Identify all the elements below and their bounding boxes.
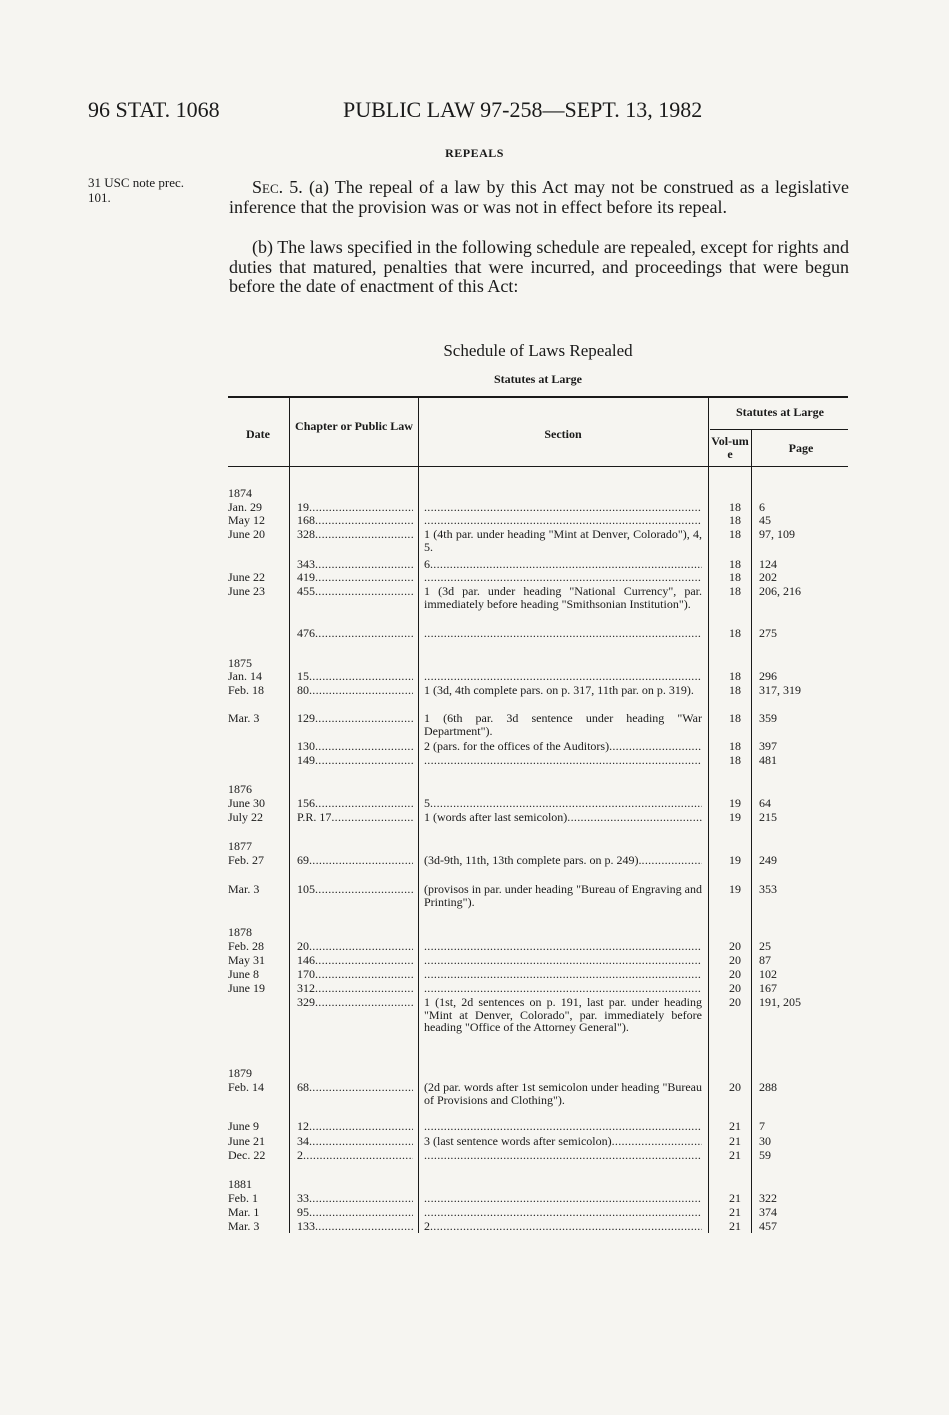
section-cell	[424, 754, 702, 767]
table-row	[0, 811, 949, 824]
date-cell: June 9	[228, 1119, 259, 1133]
page-cell: 124	[759, 557, 777, 571]
section-cell: (provisos in par. under heading "Bureau of Engraving and Printing").	[424, 882, 702, 909]
section-cell	[424, 501, 702, 514]
section-cell	[424, 1120, 702, 1133]
table-row	[0, 527, 949, 554]
table-row	[0, 882, 949, 909]
page-cell: 249	[759, 853, 777, 867]
table-row	[0, 940, 949, 953]
date-cell: Feb. 28	[228, 939, 264, 953]
date-cell: Dec. 22	[228, 1148, 266, 1162]
page-cell: 322	[759, 1191, 777, 1205]
chapter-cell: 343 .....	[297, 558, 413, 571]
date-cell: June 30	[228, 796, 265, 810]
year-heading-row	[0, 487, 949, 500]
column-header-date: Date	[246, 427, 270, 441]
volume-cell: 19	[729, 882, 741, 896]
chapter-cell: 146 .....	[297, 954, 413, 967]
page-cell: 191, 205	[759, 995, 801, 1009]
chapter-cell: 328 .....	[297, 528, 413, 541]
column-header-volume: Vol-ume	[711, 434, 749, 461]
volume-cell: 20	[729, 967, 741, 981]
table-row	[0, 711, 949, 738]
year-heading-row	[0, 926, 949, 939]
page-title: PUBLIC LAW 97-258—SEPT. 13, 1982	[343, 97, 703, 122]
table-row	[0, 797, 949, 810]
stat-group-rule	[710, 429, 848, 430]
volume-cell: 18	[729, 711, 741, 725]
date-cell: June 23	[228, 584, 265, 598]
page-cell: 45	[759, 513, 771, 527]
volume-cell: 20	[729, 995, 741, 1009]
table-row	[0, 1149, 949, 1162]
chapter-cell: 80 .....	[297, 684, 413, 697]
chapter-cell: 129 .....	[297, 712, 413, 725]
date-cell: Feb. 18	[228, 683, 264, 697]
chapter-cell: 149 .....	[297, 754, 413, 767]
volume-cell: 18	[729, 753, 741, 767]
volume-cell: 19	[729, 810, 741, 824]
page-cell: 275	[759, 626, 777, 640]
volume-cell: 20	[729, 981, 741, 995]
chapter-cell: 133 .....	[297, 1220, 413, 1233]
year-heading-row	[0, 783, 949, 796]
date-cell: Feb. 1	[228, 1191, 258, 1205]
year-label: 1879	[228, 1066, 252, 1080]
volume-cell: 21	[729, 1191, 741, 1205]
table-row	[0, 1220, 949, 1233]
volume-cell: 18	[729, 739, 741, 753]
page-cell: 97, 109	[759, 527, 795, 541]
table-row	[0, 954, 949, 967]
date-cell: Mar. 3	[228, 882, 260, 896]
chapter-cell: 168 .....	[297, 514, 413, 527]
volume-cell: 18	[729, 584, 741, 598]
year-heading-row	[0, 657, 949, 670]
table-row	[0, 627, 949, 640]
column-divider-volume	[751, 430, 752, 1233]
section-cell	[424, 968, 702, 981]
volume-cell: 18	[729, 527, 741, 541]
page-cell: 7	[759, 1119, 765, 1133]
page-cell: 215	[759, 810, 777, 824]
volume-cell: 18	[729, 570, 741, 584]
volume-cell: 21	[729, 1148, 741, 1162]
chapter-cell: 170 .....	[297, 968, 413, 981]
year-label: 1881	[228, 1177, 252, 1191]
column-header-chapter: Chapter or Public Law	[295, 419, 413, 433]
volume-cell: 18	[729, 683, 741, 697]
page-cell: 87	[759, 953, 771, 967]
chapter-cell: 68 .....	[297, 1081, 413, 1094]
chapter-cell: 34 .....	[297, 1135, 413, 1148]
section-cell: 5 .....	[424, 797, 702, 810]
volume-cell: 19	[729, 796, 741, 810]
page-cell: 64	[759, 796, 771, 810]
section-heading: REPEALS	[445, 146, 504, 160]
date-cell: June 21	[228, 1134, 265, 1148]
date-cell: Mar. 3	[228, 711, 260, 725]
paragraph-a	[229, 178, 849, 217]
section-cell: 1 (3d par. under heading "National Currency", par. immediately before heading "Smithsonian Institution").	[424, 584, 702, 611]
year-label: 1875	[228, 656, 252, 670]
chapter-cell: 19 .....	[297, 501, 413, 514]
chapter-cell: 329 .....	[297, 996, 413, 1009]
table-row	[0, 1135, 949, 1148]
table-row	[0, 740, 949, 753]
section-cell: 1 (words after last semicolon) .....	[424, 811, 702, 824]
table-row	[0, 514, 949, 527]
table-row	[0, 1206, 949, 1219]
volume-cell: 18	[729, 513, 741, 527]
chapter-cell: 105 .....	[297, 883, 413, 896]
section-cell	[424, 1192, 702, 1205]
volume-cell: 21	[729, 1134, 741, 1148]
page-cell: 359	[759, 711, 777, 725]
column-header-section: Section	[544, 427, 582, 441]
date-cell: May 31	[228, 953, 265, 967]
table-row	[0, 684, 949, 697]
volume-cell: 20	[729, 1080, 741, 1094]
section-cell: (3d-9th, 11th, 13th complete pars. on p. 249). .....	[424, 854, 702, 867]
table-row	[0, 995, 949, 1034]
section-cell: 1 (4th par. under heading "Mint at Denver, Colorado"), 4, 5.	[424, 527, 702, 554]
year-heading-row	[0, 840, 949, 853]
section-cell	[424, 940, 702, 953]
chapter-cell: 312 .....	[297, 982, 413, 995]
page-cell: 167	[759, 981, 777, 995]
paragraph-a-text: (a) The repeal of a law by this Act may not be construed as a legislative inference that the provision was or was not in effect before its repeal.	[229, 177, 849, 217]
section-cell	[424, 571, 702, 584]
table-row	[0, 501, 949, 514]
section-cell: 1 (6th par. 3d sentence under heading "War Department").	[424, 711, 702, 738]
date-cell: Mar. 3	[228, 1219, 260, 1233]
section-cell	[424, 670, 702, 683]
table-row	[0, 982, 949, 995]
date-cell: June 8	[228, 967, 259, 981]
table-row	[0, 1120, 949, 1133]
chapter-cell: 2 .....	[297, 1149, 413, 1162]
section-cell	[424, 982, 702, 995]
chapter-cell: P.R. 17 .....	[297, 811, 413, 824]
table-row	[0, 754, 949, 767]
volume-cell: 21	[729, 1205, 741, 1219]
schedule-title: Schedule of Laws Repealed	[443, 341, 633, 360]
section-cell	[424, 1149, 702, 1162]
volume-cell: 18	[729, 626, 741, 640]
page-cell: 481	[759, 753, 777, 767]
page-cell: 457	[759, 1219, 777, 1233]
column-header-page: Page	[788, 441, 814, 455]
date-cell: Jan. 14	[228, 669, 262, 683]
table-row	[0, 968, 949, 981]
margin-note: 31 USC note prec. 101.	[88, 175, 185, 205]
table-row	[0, 558, 949, 571]
year-heading-row	[0, 1067, 949, 1080]
chapter-cell: 20 .....	[297, 940, 413, 953]
chapter-cell: 69 .....	[297, 854, 413, 867]
section-cell: 3 (last sentence words after semicolon) .....	[424, 1135, 702, 1148]
section-cell	[424, 627, 702, 640]
volume-cell: 21	[729, 1119, 741, 1133]
table-row	[0, 584, 949, 611]
section-cell: 6 .....	[424, 558, 702, 571]
page-cell: 30	[759, 1134, 771, 1148]
date-cell: Feb. 14	[228, 1080, 264, 1094]
table-row	[0, 1080, 949, 1107]
page-cell: 288	[759, 1080, 777, 1094]
page-cell: 374	[759, 1205, 777, 1219]
volume-cell: 20	[729, 939, 741, 953]
page-cell: 59	[759, 1148, 771, 1162]
volume-cell: 18	[729, 557, 741, 571]
section-cell	[424, 514, 702, 527]
date-cell: Mar. 1	[228, 1205, 260, 1219]
page-cell: 25	[759, 939, 771, 953]
section-cell	[424, 1206, 702, 1219]
paragraph-b: (b) The laws specified in the following schedule are repealed, except for rights and duties that matured, penalties that were incurred, and proceedings that were begun before the date of enactment of this Act:	[229, 237, 849, 296]
section-cell: (2d par. words after 1st semicolon under heading "Bureau of Provisions and Clothing").	[424, 1080, 702, 1107]
table-top-rule	[228, 396, 848, 398]
chapter-cell: 15 .....	[297, 670, 413, 683]
year-label: 1878	[228, 925, 252, 939]
year-heading-row	[0, 1178, 949, 1191]
date-cell: July 22	[228, 810, 264, 824]
page-cell: 6	[759, 500, 765, 514]
section-number: Sec. 5.	[252, 177, 303, 197]
stat-reference: 96 STAT. 1068	[88, 97, 220, 122]
chapter-cell: 476 .....	[297, 627, 413, 640]
date-cell: May 12	[228, 513, 265, 527]
section-cell: 2 .....	[424, 1220, 702, 1233]
date-cell: June 19	[228, 981, 265, 995]
section-cell	[424, 954, 702, 967]
table-row	[0, 571, 949, 584]
volume-cell: 19	[729, 853, 741, 867]
date-cell: June 22	[228, 570, 265, 584]
section-cell: 1 (1st, 2d sentences on p. 191, last par. under heading "Mint at Denver, Colorado", par. immediately before heading "Office of the Attorney General").	[424, 995, 702, 1034]
table-row	[0, 1192, 949, 1205]
volume-cell: 20	[729, 953, 741, 967]
schedule-subtitle: Statutes at Large	[494, 372, 582, 386]
chapter-cell: 12 .....	[297, 1120, 413, 1133]
page-cell: 206, 216	[759, 584, 801, 598]
chapter-cell: 33 .....	[297, 1192, 413, 1205]
chapter-cell: 156 .....	[297, 797, 413, 810]
page-cell: 296	[759, 669, 777, 683]
year-label: 1876	[228, 782, 252, 796]
date-cell: June 20	[228, 527, 265, 541]
volume-cell: 18	[729, 500, 741, 514]
volume-cell: 18	[729, 669, 741, 683]
page-cell: 317, 319	[759, 683, 801, 697]
date-cell: Feb. 27	[228, 853, 264, 867]
year-label: 1874	[228, 486, 252, 500]
date-cell: Jan. 29	[228, 500, 262, 514]
section-cell: 1 (3d, 4th complete pars. on p. 317, 11th par. on p. 319).	[424, 683, 694, 697]
column-header-statutes: Statutes at Large	[736, 405, 824, 419]
table-row	[0, 670, 949, 683]
page-cell: 397	[759, 739, 777, 753]
chapter-cell: 455 .....	[297, 585, 413, 598]
page-cell: 202	[759, 570, 777, 584]
chapter-cell: 130 .....	[297, 740, 413, 753]
page-cell: 353	[759, 882, 777, 896]
year-label: 1877	[228, 839, 252, 853]
volume-cell: 21	[729, 1219, 741, 1233]
chapter-cell: 95 .....	[297, 1206, 413, 1219]
table-row	[0, 854, 949, 867]
table-header-rule	[228, 466, 848, 467]
chapter-cell: 419 .....	[297, 571, 413, 584]
page-cell: 102	[759, 967, 777, 981]
section-cell: 2 (pars. for the offices of the Auditors) .....	[424, 740, 702, 753]
